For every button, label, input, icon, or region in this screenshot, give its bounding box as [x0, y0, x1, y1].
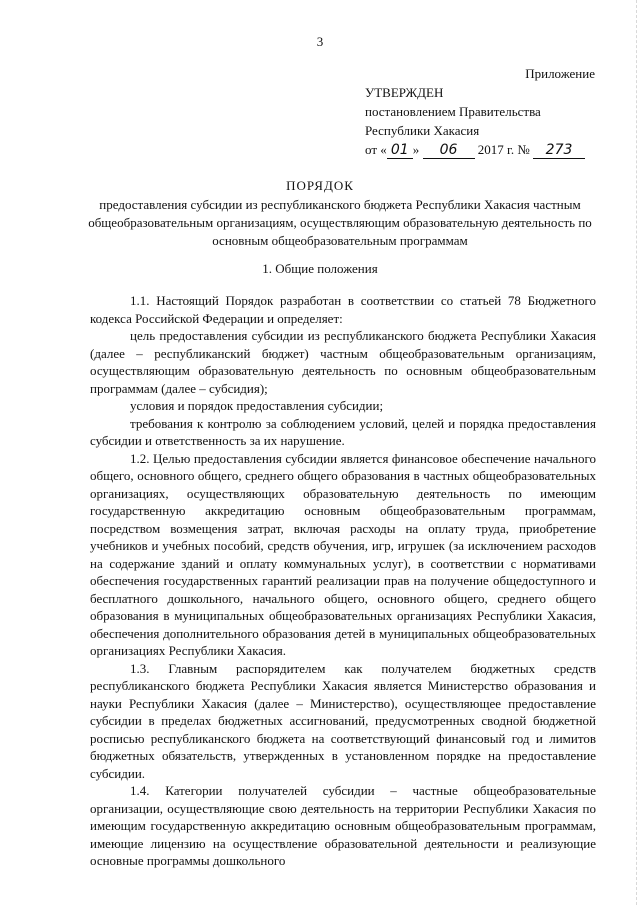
- paragraph-control: требования к контролю за соблюдением условий, целей и порядка предоставления субсидии и ответственность за их нарушение.: [90, 415, 596, 448]
- section-heading: 1. Общие положения: [262, 261, 378, 276]
- approved-label: УТВЕРЖДЕН: [365, 85, 444, 100]
- handwritten-month: 06: [423, 143, 475, 159]
- approval-block: [365, 64, 625, 159]
- annex-label: Приложение: [525, 66, 595, 81]
- document-title: ПОРЯДОК: [286, 178, 354, 193]
- page-edge: [636, 0, 637, 905]
- handwritten-day: 01: [387, 143, 413, 159]
- region-label: Республики Хакасия: [365, 123, 480, 138]
- paragraph-1-4: 1.4. Категории получателей субсидии – частные общеобразовательные организации, осуществляющие свою деятельность на территории Республики Хакасия по имеющим государственную аккредитацию основным общеобразовательным программам, имеющие лицензию на осуществление образовательной деятельности и реализующие основные программы дошкольного: [90, 783, 596, 868]
- decree-label: постановлением Правительства: [365, 104, 541, 119]
- page-number: 3: [316, 34, 324, 49]
- paragraph-conditions: условия и порядок предоставления субсидии;: [130, 398, 384, 413]
- handwritten-number: 273: [533, 143, 585, 159]
- year-text: 2017 г. №: [477, 142, 530, 157]
- date-mid: »: [412, 142, 420, 157]
- document-subtitle: предоставления субсидии из республиканского бюджета Республики Хакасия частным общеобразовательным организациям, осуществляющим образовательную деятельность по основным общеобразовательным программам: [88, 197, 592, 248]
- paragraph-1-2: 1.2. Целью предоставления субсидии является финансовое обеспечение начального общего, основного общего, среднего общего образования в частных общеобразовательных организациях, осуществляющих образовательную деятельность по имеющим государственную аккредитацию основным общеобразовательным программам, посредством возмещения затрат, включая расходы на оплату труда, приобретение учебников и учебных пособий, средств обучения, игр, игрушек (за исключением расходов на содержание зданий и оплату коммунальных услуг), в соответствии с нормативами обеспечения государственных гарантий реализации прав на получение общедоступного и бесплатного дошкольного, начального общего, основного общего, среднего общего образования в муниципальных общеобразовательных организациях Республики Хакасия, обеспечения дополнительного образования детей в муниципальных общеобразовательных организациях Республики Хакасия.: [90, 450, 596, 658]
- document-body: [90, 292, 596, 870]
- paragraph-1-1: 1.1. Настоящий Порядок разработан в соответствии со статьей 78 Бюджетного кодекса Российской Федерации и определяет:: [90, 293, 596, 326]
- date-prefix: от «: [365, 142, 387, 157]
- paragraph-goal: цель предоставления субсидии из республиканского бюджета Республики Хакасия (далее – республиканский бюджет) частным общеобразовательным организациям, осуществляющим образовательную деятельность по основным общеобразовательным программам (далее – субсидия);: [90, 328, 596, 396]
- paragraph-1-3: 1.3. Главным распорядителем как получателем бюджетных средств республиканского бюджета Республики Хакасия является Министерство образования и науки Республики Хакасия (далее – Министерство), осуществляющее предоставление субсидии в пределах бюджетных ассигнований, предусмотренных сводной бюджетной росписью республиканского бюджета на соответствующий финансовый год и лимитов бюджетных обязательств, утвержденных в установленном порядке на предоставление субсидии.: [90, 660, 596, 781]
- decree-date-line: [365, 140, 625, 159]
